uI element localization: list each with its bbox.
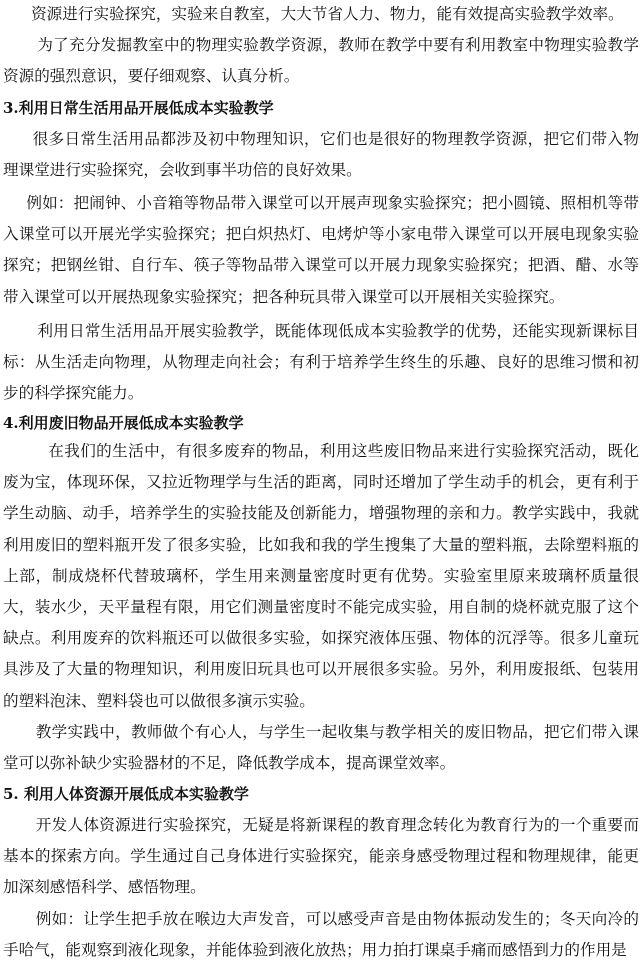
heading-section-3: 3.利用日常生活用品开展低成本实验教学 — [3, 99, 274, 117]
paragraph-body-examples: 例如：让学生把手放在喉边大声发音，可以感受声音是由物体振动发生的；冬天向冷的手哈气，能观察到液化现象，并能体验到液化放热；用力拍打课桌手痛而感悟到力的作用是 — [3, 910, 639, 960]
heading-section-4: 4.利用废旧物品开展低成本实验教学 — [3, 414, 244, 432]
paragraph-daily-items-examples: 例如：把闹钟、小音箱等物品带入课堂可以开展声现象实验探究；把小圆镜、照相机等带入课堂可以开展光学实验探究；把白炽热灯、电烤炉等小家电带入课堂可以开展电现象实验探究；把钢丝钳、自行车、筷子等物品带入课堂可以开展力现象实验探究；把酒、醋、水等带入课堂可以开展热现象实验探究；把各种玩具带入课堂可以开展相关实验探究。 — [3, 194, 639, 306]
paragraph-continuation: 资源进行实验探究，实验来自教室，大大节省人力、物力，能有效提高实验教学效率。 — [31, 5, 624, 23]
paragraph-waste-items: 在我们的生活中，有很多废弃的物品，利用这些废旧物品来进行实验探究活动，既化废为宝，体现环保，又拉近物理学与生活的距离，同时还增加了学生动手的机会，更有利于学生动脑、动手，培养学生的实验技能及创新能力，增强物理的亲和力。教学实践中，我就利用废旧的塑料瓶开发了很多实验，比如我和我的学生搜集了大量的塑料瓶，去除塑料瓶的上部，制成烧杯代替玻璃杯，学生用来测量密度时更有优势。实验室里原来玻璃杯质量很大，装水少，天平量程有限，用它们测量密度时不能完成实验，用自制的烧杯就克服了这个缺点。利用废弃的饮料瓶还可以做很多实验，如探究液体压强、物体的沉浮等。很多儿童玩具涉及了大量的物理知识，利用废旧玩具也可以开展很多实验。另外，利用废报纸、包装用的塑料泡沫、塑料袋也可以做很多演示实验。 — [3, 442, 639, 710]
paragraph-classroom-resources: 为了充分发掘教室中的物理实验教学资源，教师在教学中要有利用教室中物理实验教学资源的强烈意识，要仔细观察、认真分析。 — [3, 36, 639, 86]
paragraph-daily-items-benefits: 利用日常生活用品开展实验教学，既能体现低成本实验教学的优势，还能实现新课标目标：从生活走向物理，从物理走向社会；有利于培养学生终生的乐趣、良好的思维习惯和初步的科学探究能力。 — [3, 322, 639, 403]
paragraph-body-resources: 开发人体资源进行实验探究，无疑是将新课程的教育理念转化为教育行为的一个重要而基本的探索方向。学生通过自己身体进行实验探究，能亲身感受物理过程和物理规律，能更加深刻感悟科学、感悟物理。 — [3, 816, 639, 897]
paragraph-teaching-practice: 教学实践中，教师做个有心人，与学生一起收集与教学相关的废旧物品，把它们带入课堂可以弥补缺少实验器材的不足，降低教学成本，提高课堂效率。 — [3, 723, 639, 773]
paragraph-daily-items-intro: 很多日常生活用品都涉及初中物理知识，它们也是很好的物理教学资源，把它们带入物理课堂进行实验探究，会收到事半功倍的良好效果。 — [3, 130, 639, 180]
heading-section-5: 5. 利用人体资源开展低成本实验教学 — [3, 785, 249, 803]
